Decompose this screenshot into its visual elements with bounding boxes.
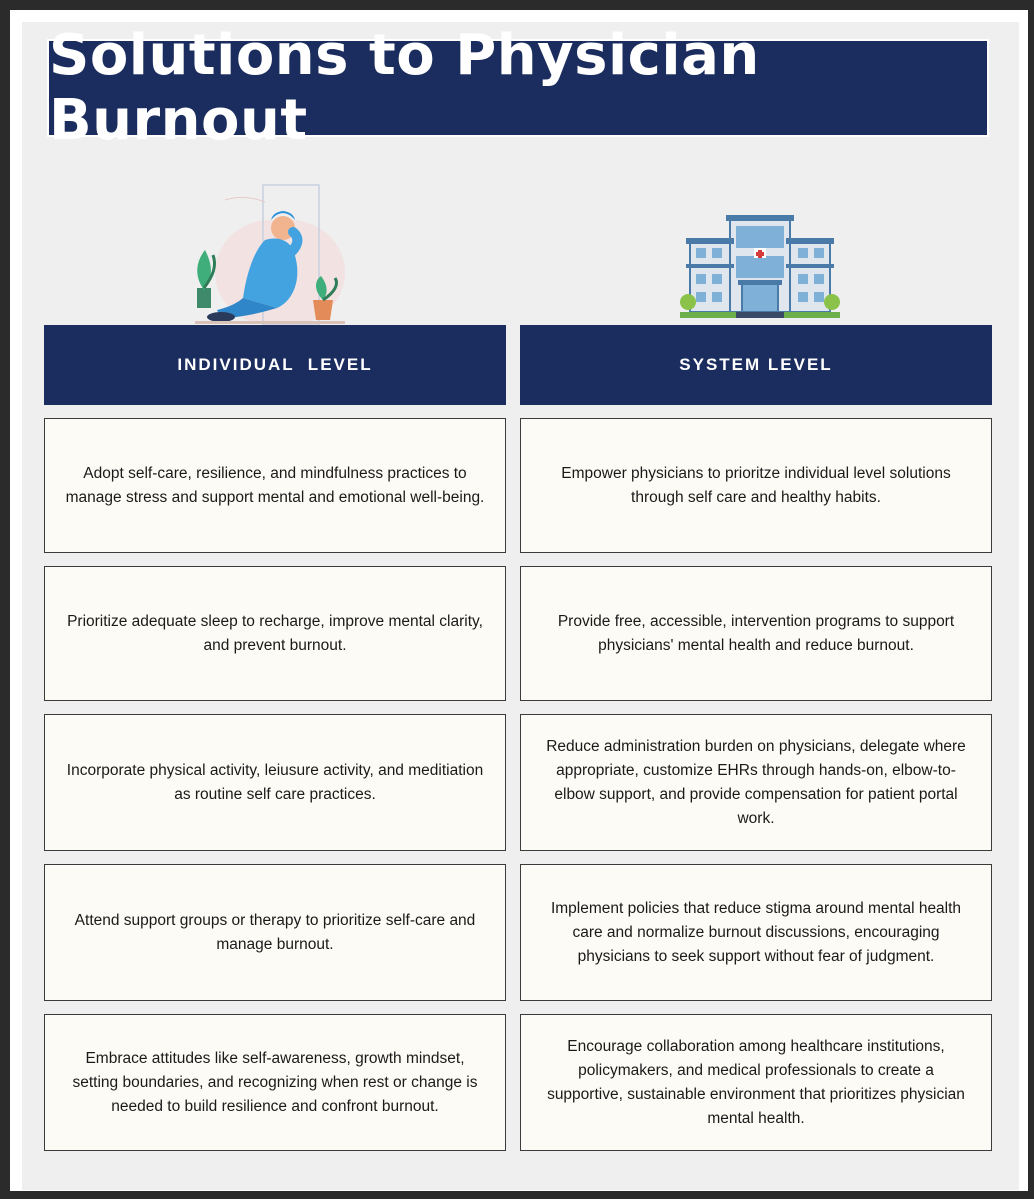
- stressed-physician-illustration: [185, 180, 355, 330]
- system-card-5: Encourage collaboration among healthcare institutions, policymakers, and medical professionals to create a supportive, sustainable environment that prioritizes physician mental health.: [520, 1014, 992, 1151]
- title-banner: [47, 23, 989, 153]
- individual-card-3: Incorporate physical activity, leiusure activity, and meditiation as routine self care practices.: [44, 714, 506, 851]
- individual-card-5: Embrace attitudes like self-awareness, growth mindset, setting boundaries, and recognizing when rest or change is needed to build resilience and confront burnout.: [44, 1014, 506, 1151]
- individual-card-1: Adopt self-care, resilience, and mindfulness practices to manage stress and support mental and emotional well-being.: [44, 418, 506, 553]
- system-level-heading: [520, 325, 992, 405]
- system-level-label: SYSTEM LEVEL: [679, 355, 833, 374]
- system-card-3: Reduce administration burden on physicians, delegate where appropriate, customize EHRs through hands-on, elbow-to-elbow support, and provide compensation for patient portal work.: [520, 714, 992, 851]
- individual-card-2: Prioritize adequate sleep to recharge, improve mental clarity, and prevent burnout.: [44, 566, 506, 701]
- individual-level-heading: [44, 325, 506, 405]
- individual-card-4: Attend support groups or therapy to prioritize self-care and manage burnout.: [44, 864, 506, 1001]
- individual-level-label: INDIVIDUAL LEVEL: [177, 355, 373, 374]
- page-title: Solutions to Physician Burnout: [49, 23, 760, 153]
- system-card-4: Implement policies that reduce stigma around mental health care and normalize burnout discussions, encouraging physicians to seek support without fear of judgment.: [520, 864, 992, 1001]
- hospital-building-illustration: [680, 212, 840, 327]
- system-card-2: Provide free, accessible, intervention programs to support physicians' mental health and reduce burnout.: [520, 566, 992, 701]
- system-card-1: Empower physicians to prioritze individual level solutions through self care and healthy habits.: [520, 418, 992, 553]
